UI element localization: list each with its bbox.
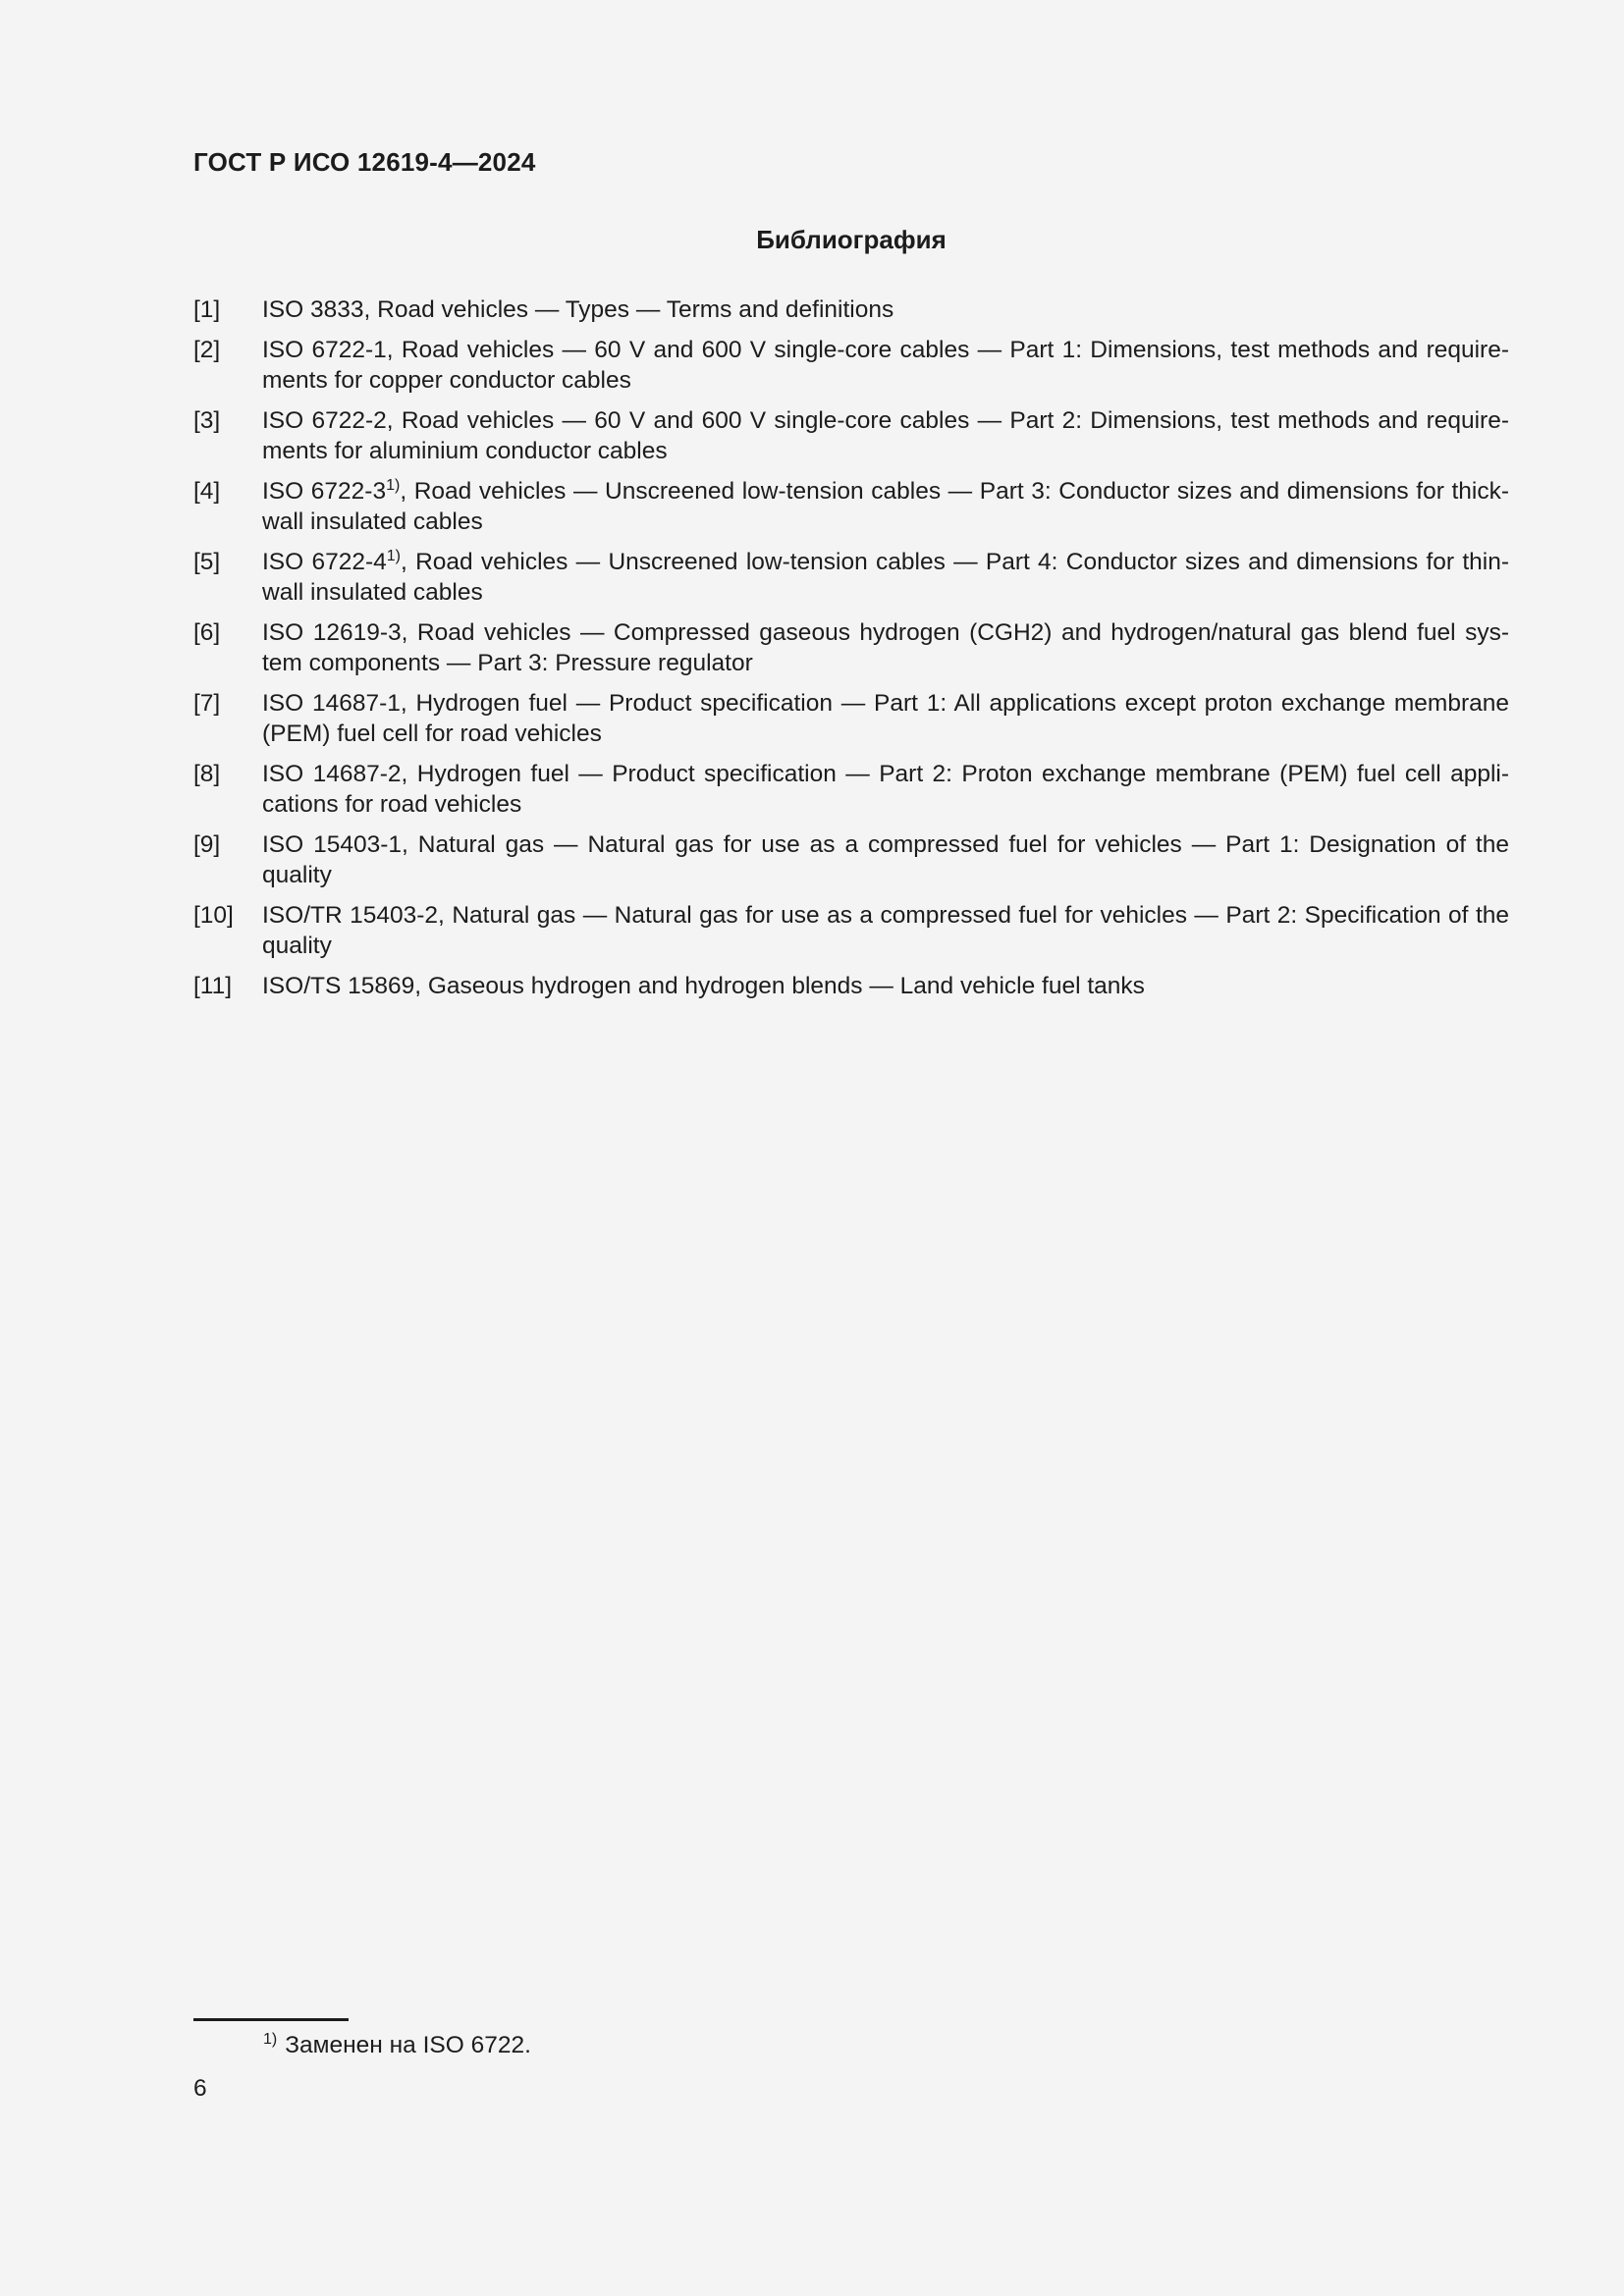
bibliography-entry — [193, 900, 1509, 961]
entry-text-main: ISO 6722-3 — [262, 478, 387, 505]
entry-text-main: ISO 14687-2, Hydrogen fuel — Product specification — Part 2: Proton exchange membrane (PEM) fuel cell appli-cations for road vehicles — [262, 761, 1509, 818]
footnote-reference[interactable]: 1) — [386, 477, 401, 494]
document-code-header: ГОСТ Р ИСО 12619-4—2024 — [193, 147, 536, 177]
entry-text-main: ISO 6722-2, Road vehicles — 60 V and 600 V single-core cables — Part 2: Dimensions, test methods and require-ments for aluminium conductor cables — [262, 407, 1509, 464]
bibliography-entry — [193, 688, 1509, 749]
footnote-mark: 1) — [263, 2031, 278, 2048]
entry-text — [262, 617, 1509, 678]
section-title: Библиография — [756, 225, 947, 254]
entry-number: [11] — [193, 973, 233, 999]
bibliography-entry — [193, 617, 1509, 678]
entry-text — [262, 547, 1509, 608]
bibliography-entry — [193, 476, 1509, 537]
entry-text — [262, 971, 1509, 1001]
entry-text-main: ISO 6722-1, Road vehicles — 60 V and 600 V single-core cables — Part 1: Dimensions, test methods and require-ments for copper conductor cables — [262, 337, 1509, 394]
entry-number: [2] — [193, 337, 221, 363]
entry-number: [10] — [193, 902, 234, 929]
bibliography-entry — [193, 335, 1509, 396]
entry-number: [7] — [193, 690, 221, 717]
footnote-reference[interactable]: 1) — [386, 548, 401, 564]
entry-text — [262, 335, 1509, 396]
entry-text — [262, 688, 1509, 749]
entry-number: [6] — [193, 619, 221, 646]
bibliography-entry — [193, 405, 1509, 466]
entry-text — [262, 900, 1509, 961]
entry-number: [5] — [193, 549, 221, 575]
bibliography-entry — [193, 829, 1509, 890]
entry-text — [262, 405, 1509, 466]
bibliography-entry — [193, 547, 1509, 608]
bibliography-entry — [193, 759, 1509, 820]
bibliography-entry — [193, 294, 1509, 325]
footnote — [263, 2030, 531, 2060]
entry-text-main: ISO 14687-1, Hydrogen fuel — Product specification — Part 1: All applications except proton exchange membrane (PEM) fuel cell for road vehicles — [262, 690, 1509, 747]
entry-text-main: ISO 6722-4 — [262, 549, 387, 575]
entry-text — [262, 829, 1509, 890]
entry-number: [1] — [193, 296, 221, 323]
entry-text-main: ISO 15403-1, Natural gas — Natural gas for use as a compressed fuel for vehicles — Part 1: Designation of the quality — [262, 831, 1509, 888]
entry-text-main: ISO 3833, Road vehicles — Types — Terms and definitions — [262, 296, 894, 323]
bibliography-entry — [193, 971, 1509, 1001]
entry-text-main: ISO/TS 15869, Gaseous hydrogen and hydrogen blends — Land vehicle fuel tanks — [262, 973, 1145, 999]
entry-text — [262, 294, 1509, 325]
entry-text — [262, 476, 1509, 537]
entry-text-main: ISO 12619-3, Road vehicles — Compressed gaseous hydrogen (CGH2) and hydrogen/natural gas blend fuel sys-tem components — Part 3: Pressure regulator — [262, 619, 1509, 676]
page-number: 6 — [193, 2075, 207, 2102]
entry-number: [3] — [193, 407, 221, 434]
entry-text-rest: , Road vehicles — Unscreened low-tension cables — Part 4: Conductor sizes and dimensions for thin-wall insulated cables — [262, 549, 1509, 606]
footnote-text: Заменен на ISO 6722. — [285, 2032, 531, 2058]
entry-number: [4] — [193, 478, 221, 505]
entry-number: [9] — [193, 831, 221, 858]
footnote-divider — [193, 2018, 349, 2021]
entry-text-main: ISO/TR 15403-2, Natural gas — Natural gas for use as a compressed fuel for vehicles — Part 2: Specification of the quality — [262, 902, 1509, 959]
entry-text — [262, 759, 1509, 820]
entry-text-rest: , Road vehicles — Unscreened low-tension cables — Part 3: Conductor sizes and dimensions for thick-wall insulated cables — [262, 478, 1509, 535]
entry-number: [8] — [193, 761, 221, 787]
bibliography-list — [193, 294, 1509, 1011]
